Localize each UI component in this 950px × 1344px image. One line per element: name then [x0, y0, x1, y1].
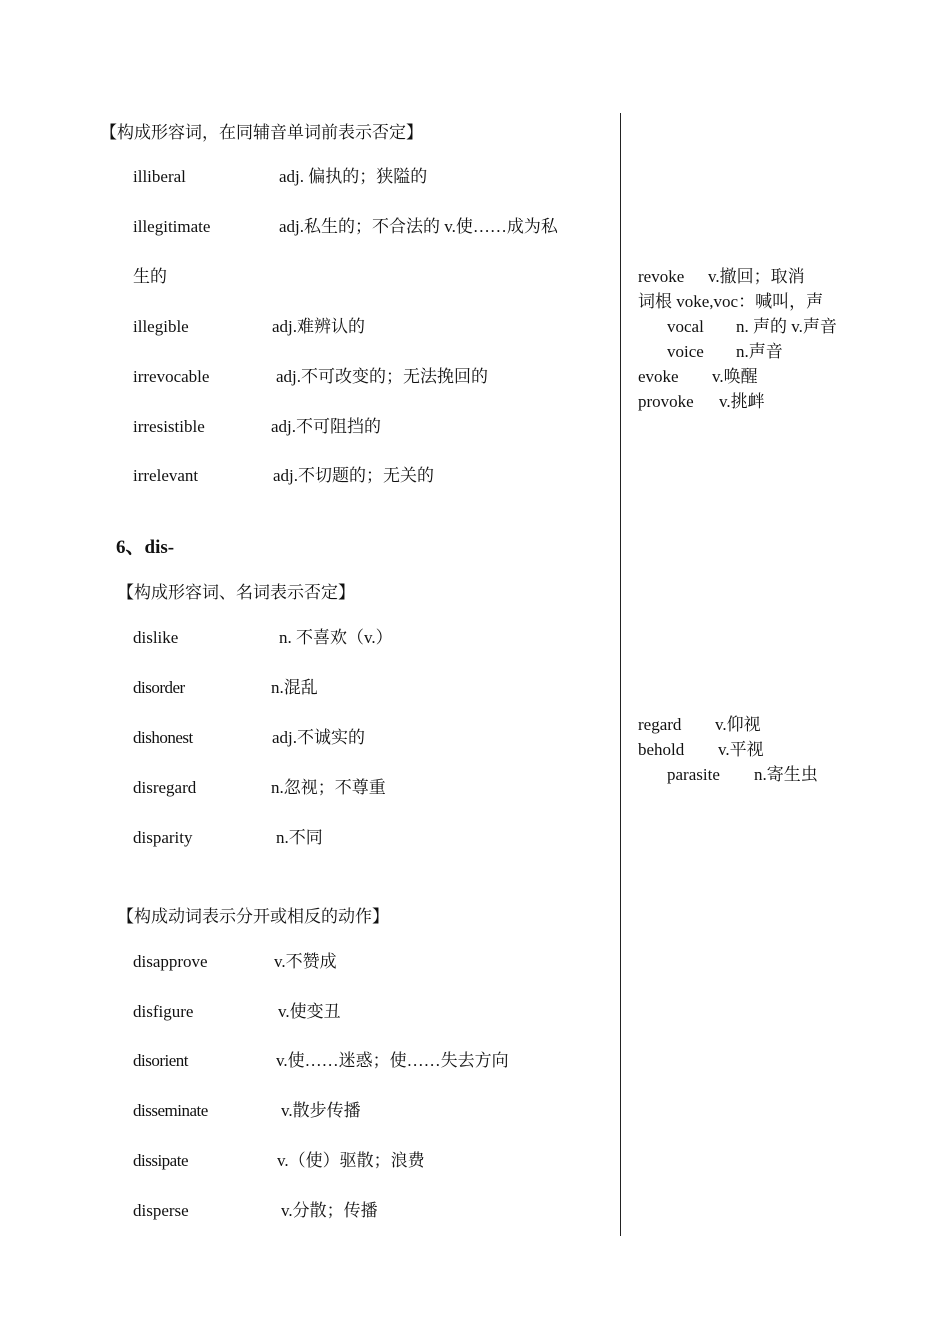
vocab-word: disorient	[133, 1051, 188, 1070]
side-note-definition: n.声音	[736, 342, 783, 361]
vocab-definition: adj.不可阻挡的	[271, 417, 382, 436]
side-note-definition: n.寄生虫	[754, 765, 818, 784]
vocab-definition: adj.不诚实的	[272, 728, 366, 747]
vocab-definition: v.使变丑	[278, 1002, 341, 1021]
side-note-definition: n. 声的 v.声音	[736, 317, 837, 336]
side-note-word: voice	[667, 342, 704, 361]
vocab-word: irresistible	[133, 417, 205, 436]
vocab-definition: v.（使）驱散；浪费	[277, 1151, 425, 1170]
side-note-definition: v.挑衅	[719, 392, 765, 411]
section-header-dis-negation: 【构成形容词、名词表示否定】	[117, 583, 355, 602]
vocab-word: illiberal	[133, 167, 186, 186]
vocab-definition: v.分散；传播	[281, 1201, 378, 1220]
vocab-word: disregard	[133, 778, 197, 797]
vocab-word: dislike	[133, 628, 179, 647]
side-note-definition: v.撤回；取消	[708, 267, 805, 286]
vocab-definition: adj.不可改变的；无法挽回的	[276, 367, 489, 386]
vocab-word: dissipate	[133, 1151, 188, 1170]
vocab-definition: v.散步传播	[281, 1101, 361, 1120]
column-divider	[620, 113, 621, 1236]
vocab-word: irrevocable	[133, 367, 210, 386]
side-note-definition: v.仰视	[715, 715, 761, 734]
section-title-dis: 6、dis-	[116, 537, 175, 558]
vocab-definition: n.不同	[276, 828, 323, 847]
vocab-definition: v.不赞成	[274, 952, 337, 971]
side-note-word: vocal	[667, 317, 704, 336]
side-note-definition: v.唤醒	[712, 367, 758, 386]
side-note-definition: v.平视	[718, 740, 764, 759]
side-note-root: 词根 voke,voc：喊叫，声	[638, 292, 824, 311]
vocab-word: illegitimate	[133, 217, 211, 236]
vocab-definition: adj.私生的；不合法的 v.使……成为私	[279, 217, 558, 236]
vocab-word: disfigure	[133, 1002, 194, 1021]
vocab-definition: v.使……迷惑；使……失去方向	[276, 1051, 509, 1070]
vocab-definition: n. 不喜欢（v.）	[279, 628, 393, 647]
vocab-definition-continued: 生的	[133, 267, 167, 286]
vocab-word: dishonest	[133, 728, 193, 747]
vocab-word: disseminate	[133, 1101, 208, 1120]
vocab-word: disperse	[133, 1201, 189, 1220]
side-note-word: behold	[638, 740, 685, 759]
side-note-word: revoke	[638, 267, 685, 286]
vocab-word: disorder	[133, 678, 185, 697]
vocab-word: disparity	[133, 828, 193, 847]
vocab-definition: adj. 偏执的；狭隘的	[279, 167, 428, 186]
vocab-word: illegible	[133, 317, 189, 336]
section-header-illeg: 【构成形容词，在同辅音单词前表示否定】	[100, 123, 423, 142]
vocab-definition: n.混乱	[271, 678, 318, 697]
vocab-word: irrelevant	[133, 466, 199, 485]
section-header-dis-verbs: 【构成动词表示分开或相反的动作】	[117, 907, 389, 926]
side-note-word: parasite	[667, 765, 720, 784]
vocab-definition: adj.难辨认的	[272, 317, 366, 336]
vocab-definition: n.忽视；不尊重	[271, 778, 386, 797]
side-note-word: provoke	[638, 392, 694, 411]
side-note-word: evoke	[638, 367, 679, 386]
vocab-definition: adj.不切题的；无关的	[273, 466, 435, 485]
side-note-word: regard	[638, 715, 682, 734]
vocab-word: disapprove	[133, 952, 208, 971]
